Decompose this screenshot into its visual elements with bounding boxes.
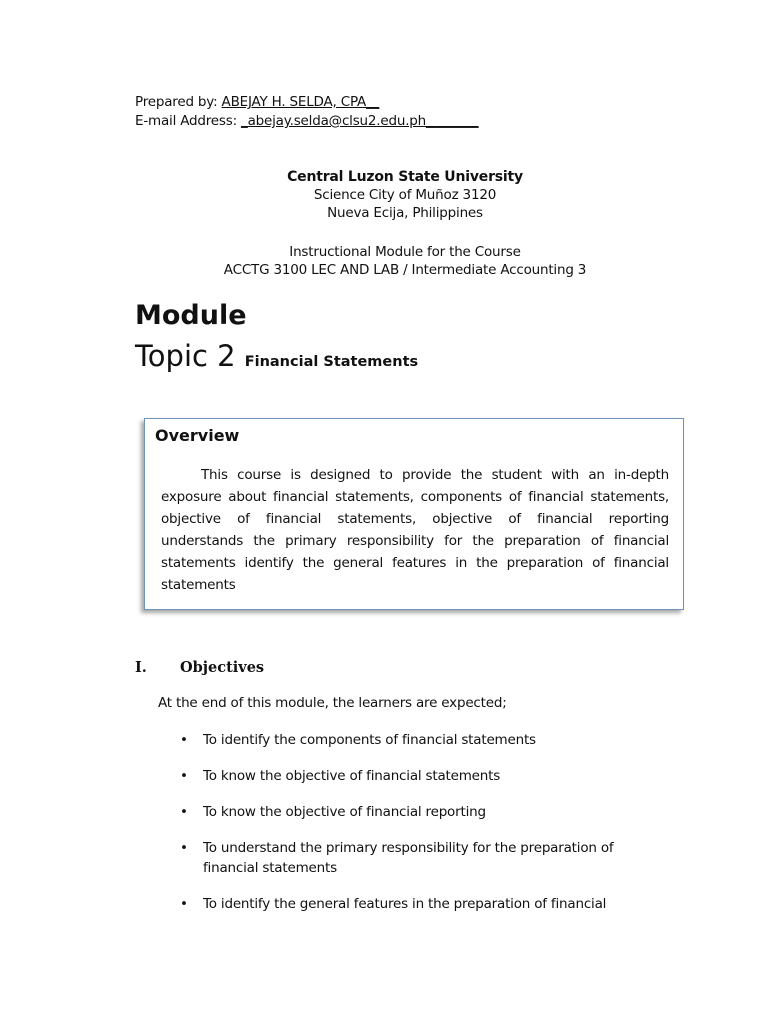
bullet-icon: • [180, 840, 188, 856]
address-line-2: Nueva Ecija, Philippines [327, 205, 483, 221]
topic-name: Financial Statements [244, 354, 419, 370]
list-item [180, 894, 650, 914]
prepared-by-name: ABEJAY H. SELDA, CPA__ [221, 94, 380, 110]
prepared-by-line [135, 93, 478, 112]
prepared-by-label: Prepared by: [135, 94, 222, 110]
bullet-icon: • [180, 804, 188, 820]
objectives-intro: At the end of this module, the learners are expected; [158, 695, 507, 711]
topic-heading [135, 336, 418, 376]
university-name: Central Luzon State University [287, 169, 523, 185]
topic-number: Topic 2 [135, 339, 236, 373]
bullet-icon: • [180, 768, 188, 784]
bullet-icon: • [180, 732, 188, 748]
list-item [180, 766, 650, 786]
email-line [135, 112, 478, 131]
list-item-text: To understand the primary responsibility for the preparation of financial statements [203, 840, 614, 876]
list-item-text: To identify the components of financial statements [203, 732, 536, 748]
list-item-text: To identify the general features in the preparation of financial [203, 896, 607, 912]
module-title: Module [135, 300, 247, 331]
overview-heading: Overview [155, 426, 240, 445]
bullet-icon: • [180, 896, 188, 912]
list-item-text: To know the objective of financial statements [203, 768, 501, 784]
section-title: Objectives [180, 659, 265, 676]
address-line-1: Science City of Muñoz 3120 [313, 187, 497, 203]
list-item [180, 802, 650, 822]
list-item [180, 730, 650, 750]
objectives-list [180, 730, 650, 930]
objectives-heading [135, 659, 264, 676]
course-line-1: Instructional Module for the Course [289, 244, 521, 260]
institution-block [0, 168, 768, 222]
prepared-by-block [135, 93, 478, 131]
course-line-2: ACCTG 3100 LEC AND LAB / Intermediate Accounting 3 [223, 262, 587, 278]
overview-box [144, 418, 684, 610]
overview-text: This course is designed to provide the student with an in-depth exposure about financial statements, components of financial statements, objective of financial statements, objective of financial reporting understands the primary responsibility for the preparation of financial statements identify the general features in the preparation of financial statements [161, 467, 669, 593]
email-label: E-mail Address: [135, 113, 242, 129]
course-block [0, 243, 768, 279]
list-item [180, 838, 650, 878]
email-address: _abejay.selda@clsu2.edu.ph________ [241, 113, 479, 129]
list-item-text: To know the objective of financial reporting [203, 804, 486, 820]
section-number: I. [135, 659, 147, 676]
